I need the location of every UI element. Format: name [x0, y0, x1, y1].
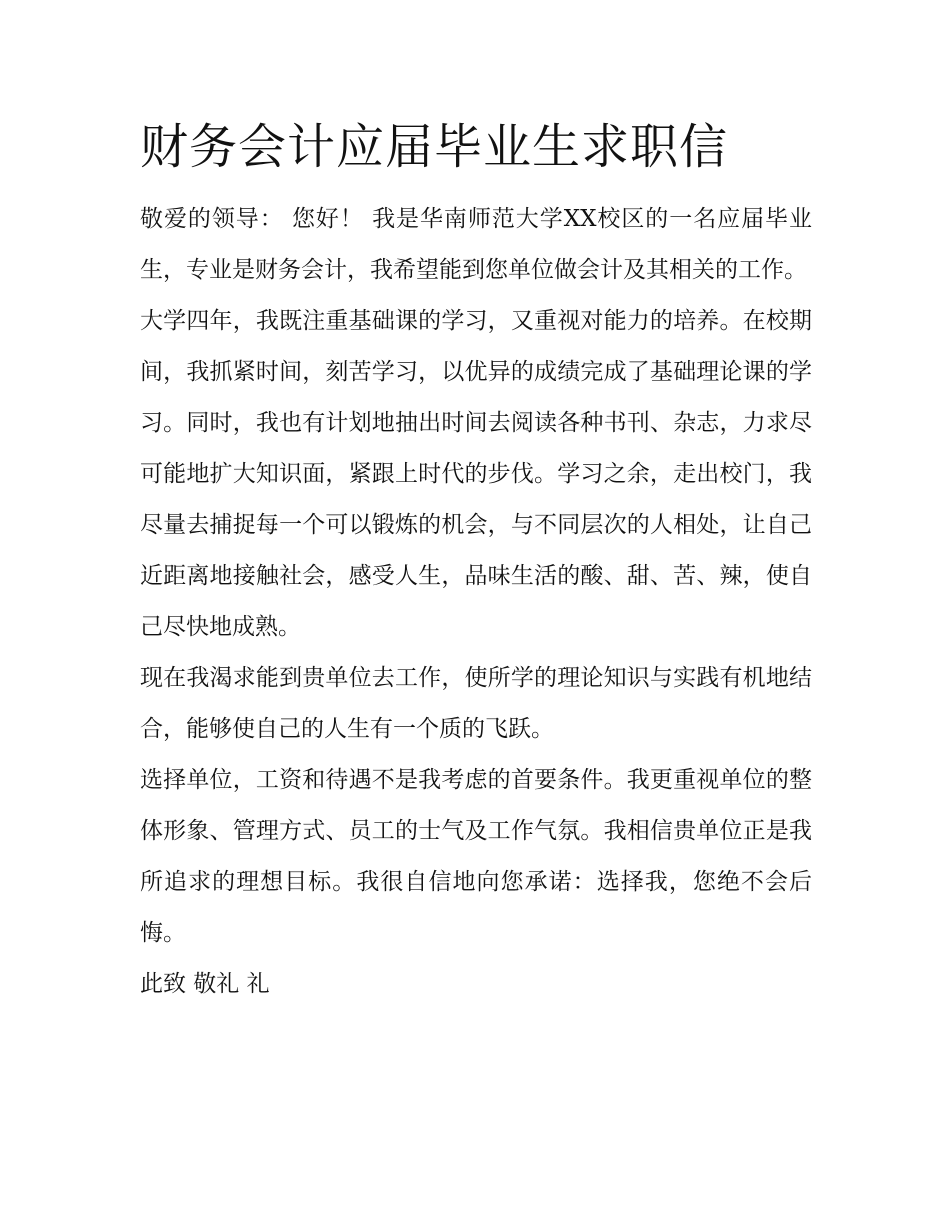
document-body [140, 112, 812, 1010]
paragraph-choice: 选择单位，工资和待遇不是我考虑的首要条件。我更重视单位的整体形象、管理方式、员工的士气及工作气氛。我相信贵单位正是我所追求的理想目标。我很自信地向您承诺：选择我，您绝不会后悔。 [140, 767, 812, 946]
paragraph-university: 大学四年，我既注重基础课的学习，又重视对能力的培养。在校期间，我抓紧时间，刻苦学习，以优异的成绩完成了基础理论课的学习。同时，我也有计划地抽出时间去阅读各种书刊、杂志，力求尽可能地扩大知识面，紧跟上时代的步伐。学习之余，走出校门，我尽量去捕捉每一个可以锻炼的机会，与不同层次的人相处，让自己近距离地接触社会，感受人生，品味生活的酸、甜、苦、辣，使自己尽快地成熟。 [140, 308, 812, 640]
closing-salutation: 此致 敬礼 礼 [140, 971, 270, 997]
paragraph-aspiration: 现在我渴求能到贵单位去工作，使所学的理论知识与实践有机地结合，能够使自己的人生有一个质的飞跃。 [140, 665, 812, 742]
paragraph-greeting: 敬爱的领导： 您好！ 我是华南师范大学XX校区的一名应届毕业生，专业是财务会计，我希望能到您单位做会计及其相关的工作。 [140, 206, 812, 283]
document-title: 财务会计应届毕业生求职信 [140, 119, 729, 175]
